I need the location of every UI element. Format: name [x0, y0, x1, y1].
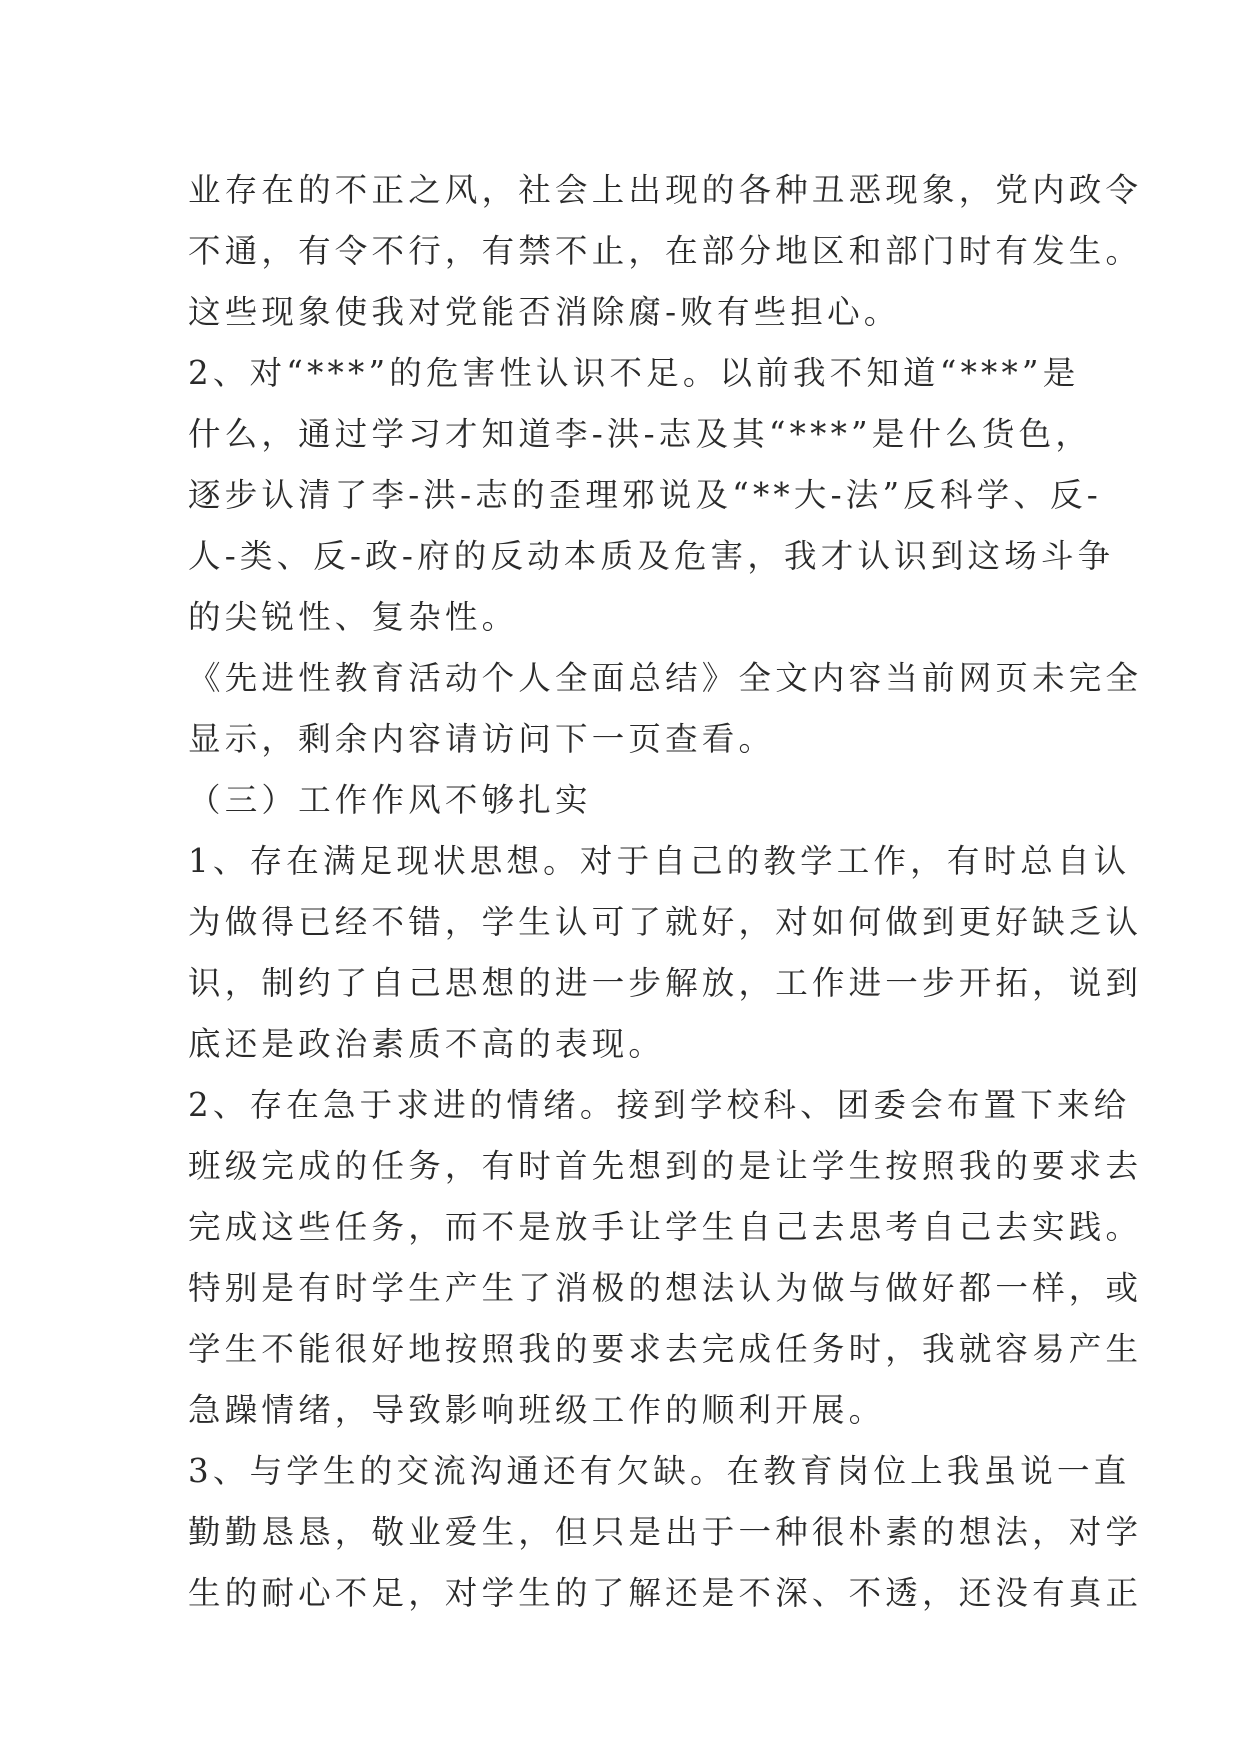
text-line: 不通，有令不行，有禁不止，在部分地区和部门时有发生。 [188, 232, 1143, 270]
text-line: 的尖锐性、复杂性。 [188, 598, 519, 636]
text-line: 人-类、反-政-府的反动本质及危害，我才认识到这场斗争 [188, 537, 1115, 575]
text-line: 底还是政治素质不高的表现。 [188, 1025, 666, 1063]
text-line: 这些现象使我对党能否消除腐-败有些担心。 [188, 293, 901, 331]
text-line: 为做得已经不错，学生认可了就好，对如何做到更好缺乏认 [188, 903, 1143, 941]
text-line: 急躁情绪，导致影响班级工作的顺利开展。 [188, 1391, 886, 1429]
text-line: 2、存在急于求进的情绪。接到学校科、团委会布置下来给 [188, 1086, 1131, 1124]
text-line: 业存在的不正之风，社会上出现的各种丑恶现象，党内政令 [188, 171, 1143, 209]
text-line: 2、对“***”的危害性认识不足。以前我不知道“***”是 [188, 354, 1080, 392]
text-line: 学生不能很好地按照我的要求去完成任务时，我就容易产生 [188, 1330, 1143, 1368]
text-line: 特别是有时学生产生了消极的想法认为做与做好都一样，或 [188, 1269, 1143, 1307]
text-line: 生的耐心不足，对学生的了解还是不深、不透，还没有真正 [188, 1574, 1143, 1612]
text-line: 班级完成的任务，有时首先想到的是让学生按照我的要求去 [188, 1147, 1143, 1185]
text-line: 显示，剩余内容请访问下一页查看。 [188, 720, 776, 758]
text-line: 逐步认清了李-洪-志的歪理邪说及“**大-法”反科学、反- [188, 476, 1102, 514]
text-line: 勤勤恳恳，敬业爱生，但只是出于一种很朴素的想法，对学 [188, 1513, 1143, 1551]
text-line: 3、与学生的交流沟通还有欠缺。在教育岗位上我虽说一直 [188, 1452, 1131, 1490]
document-body [188, 160, 1143, 1624]
text-line: 什么，通过学习才知道李-洪-志及其“***”是什么货色， [188, 415, 1093, 453]
text-line: 完成这些任务，而不是放手让学生自己去思考自己去实践。 [188, 1208, 1143, 1246]
section-heading: （三）工作作风不够扎实 [188, 781, 592, 819]
text-line: 识，制约了自己思想的进一步解放，工作进一步开拓，说到 [188, 964, 1143, 1002]
text-line: 《先进性教育活动个人全面总结》全文内容当前网页未完全 [188, 659, 1143, 697]
text-line: 1、存在满足现状思想。对于自己的教学工作，有时总自认 [188, 842, 1131, 880]
